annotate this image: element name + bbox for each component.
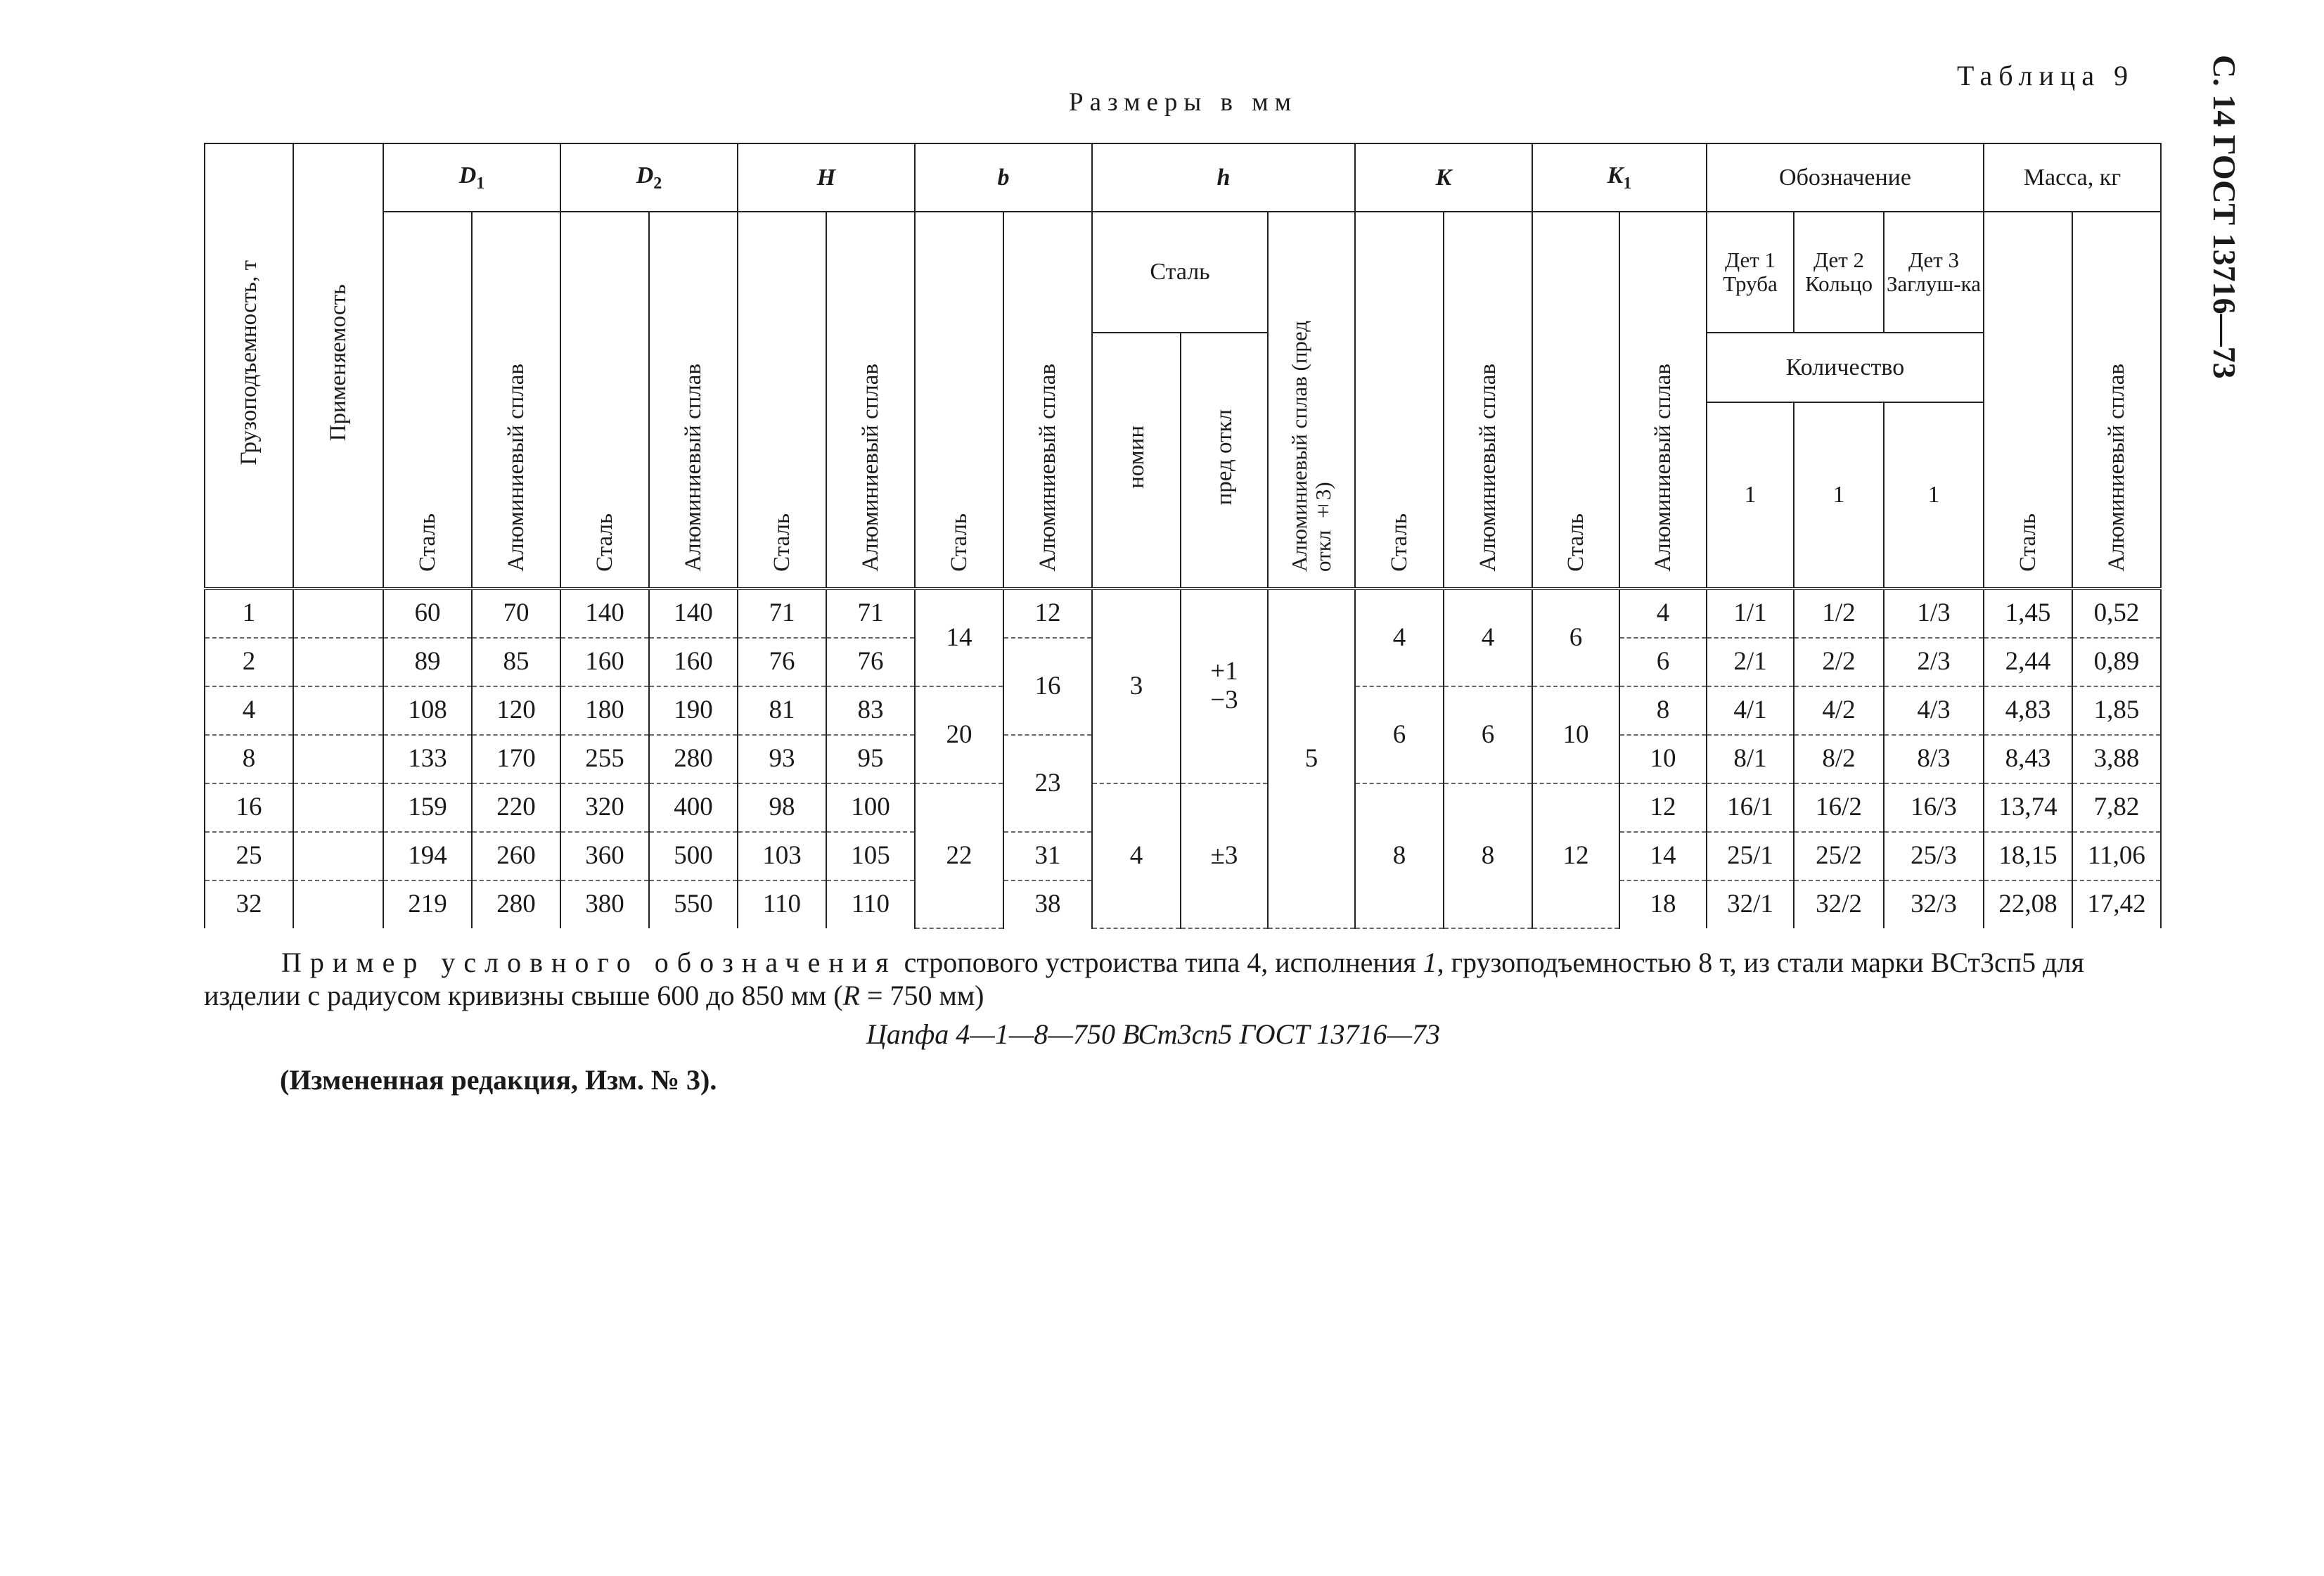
cell-k1-aluminum: 8 (1619, 686, 1707, 735)
cell-d2-aluminum: 280 (649, 735, 738, 783)
header-b: b (915, 143, 1092, 212)
cell-H-aluminum: 83 (826, 686, 915, 735)
header-H-steel: Сталь (738, 212, 826, 589)
cell-K-steel: 6 (1355, 686, 1444, 783)
cell-part1: 8/1 (1707, 735, 1794, 783)
cell-d1-steel: 159 (383, 783, 472, 832)
cell-part2: 8/2 (1794, 735, 1884, 783)
cell-h-nominal: 4 (1092, 783, 1181, 928)
cell-d1-steel: 133 (383, 735, 472, 783)
header-designation: Обозначение (1707, 143, 1984, 212)
cell-H-aluminum: 110 (826, 880, 915, 928)
cell-d2-steel: 380 (560, 880, 649, 928)
header-d1-steel: Сталь (383, 212, 472, 589)
cell-d2-aluminum: 190 (649, 686, 738, 735)
cell-d2-aluminum: 550 (649, 880, 738, 928)
designation-example (204, 946, 2166, 1012)
page-header: С. 14 ГОСТ 13716—73 (2207, 55, 2242, 379)
example-execution: 1 (1423, 947, 1437, 978)
table-label: Таблица 9 (1957, 60, 2135, 91)
cell-b-steel: 20 (915, 686, 1003, 783)
example-lead: Пример условного обозначения (281, 947, 897, 978)
cell-applicability (293, 686, 383, 735)
cell-d1-aluminum: 120 (472, 686, 560, 735)
cell-capacity: 4 (205, 686, 293, 735)
cell-k1-steel: 6 (1532, 589, 1619, 686)
cell-mass-steel: 1,45 (1984, 589, 2072, 638)
cell-H-steel: 103 (738, 832, 826, 880)
cell-part2: 16/2 (1794, 783, 1884, 832)
cell-d1-steel: 60 (383, 589, 472, 638)
header-quantity: Количество (1707, 333, 1984, 402)
cell-d1-aluminum: 220 (472, 783, 560, 832)
cell-mass-steel: 18,15 (1984, 832, 2072, 880)
header-d2-aluminum: Алюминиевый сплав (649, 212, 738, 589)
cell-mass-steel: 22,08 (1984, 880, 2072, 928)
cell-mass-steel: 2,44 (1984, 638, 2072, 686)
cell-k1-aluminum: 6 (1619, 638, 1707, 686)
cell-part3: 32/3 (1884, 880, 1984, 928)
cell-d2-steel: 180 (560, 686, 649, 735)
cell-applicability (293, 735, 383, 783)
cell-h-aluminum: 5 (1268, 589, 1355, 928)
cell-d2-steel: 160 (560, 638, 649, 686)
cell-K-steel: 4 (1355, 589, 1444, 686)
header-capacity: Грузоподъемность, т (205, 143, 293, 589)
header-b-steel: Сталь (915, 212, 1003, 589)
header-mass-aluminum: Алюминиевый сплав (2072, 212, 2161, 589)
header-H: H (738, 143, 915, 212)
cell-capacity: 16 (205, 783, 293, 832)
cell-k1-aluminum: 14 (1619, 832, 1707, 880)
units-caption: Размеры в мм (1069, 88, 1298, 117)
cell-k1-aluminum: 18 (1619, 880, 1707, 928)
cell-applicability (293, 783, 383, 832)
cell-mass-steel: 8,43 (1984, 735, 2072, 783)
header-part2: Дет 2 Кольцо (1794, 212, 1884, 333)
header-mass-steel: Сталь (1984, 212, 2072, 589)
cell-H-aluminum: 100 (826, 783, 915, 832)
cell-part2: 2/2 (1794, 638, 1884, 686)
header-b-aluminum: Алюминиевый сплав (1003, 212, 1092, 589)
cell-d1-aluminum: 260 (472, 832, 560, 880)
cell-part2: 25/2 (1794, 832, 1884, 880)
header-h: h (1092, 143, 1355, 212)
example-text-c: = 750 мм) (859, 980, 984, 1011)
cell-part1: 16/1 (1707, 783, 1794, 832)
table-row (205, 589, 2161, 638)
header-H-aluminum: Алюминиевый сплав (826, 212, 915, 589)
cell-d2-aluminum: 140 (649, 589, 738, 638)
cell-H-steel: 81 (738, 686, 826, 735)
cell-part2: 1/2 (1794, 589, 1884, 638)
cell-h-tolerance: ±3 (1181, 783, 1268, 928)
cell-K-aluminum: 8 (1444, 783, 1532, 928)
header-h-tolerance: пред откл (1181, 333, 1268, 589)
cell-b-aluminum: 12 (1003, 589, 1092, 638)
cell-part3: 2/3 (1884, 638, 1984, 686)
cell-k1-aluminum: 12 (1619, 783, 1707, 832)
cell-b-aluminum: 16 (1003, 638, 1092, 735)
header-d1: $D_1$ (383, 143, 560, 212)
cell-mass-aluminum: 1,85 (2072, 686, 2161, 735)
cell-part2: 4/2 (1794, 686, 1884, 735)
cell-b-aluminum: 31 (1003, 832, 1092, 880)
cell-H-steel: 110 (738, 880, 826, 928)
cell-d1-aluminum: 70 (472, 589, 560, 638)
cell-h-nominal: 3 (1092, 589, 1181, 783)
cell-K-aluminum: 4 (1444, 589, 1532, 686)
cell-b-aluminum: 23 (1003, 735, 1092, 832)
cell-H-aluminum: 95 (826, 735, 915, 783)
cell-b-steel: 14 (915, 589, 1003, 686)
cell-d2-aluminum: 160 (649, 638, 738, 686)
cell-applicability (293, 832, 383, 880)
cell-d1-aluminum: 170 (472, 735, 560, 783)
cell-part3: 25/3 (1884, 832, 1984, 880)
cell-d2-steel: 255 (560, 735, 649, 783)
example-text-a: стропового устроиства типа 4, исполнения (897, 947, 1423, 978)
example-text-b: , грузоподъемностью 8 т, из стали марки ВСт3сп5 для изделии с радиусом кривизны свыше 600 до 850 мм ( (204, 947, 2084, 1011)
cell-h-tolerance: +1 −3 (1181, 589, 1268, 783)
cell-d2-steel: 140 (560, 589, 649, 638)
cell-k1-steel: 10 (1532, 686, 1619, 783)
cell-H-aluminum: 105 (826, 832, 915, 880)
cell-part3: 4/3 (1884, 686, 1984, 735)
cell-b-steel: 22 (915, 783, 1003, 928)
cell-k1-steel: 12 (1532, 783, 1619, 928)
cell-part1: 4/1 (1707, 686, 1794, 735)
cell-K-aluminum: 6 (1444, 686, 1532, 783)
cell-mass-steel: 13,74 (1984, 783, 2072, 832)
amendment-note: (Измененная редакция, Изм. № 3). (280, 1064, 717, 1096)
cell-capacity: 25 (205, 832, 293, 880)
header-qty2: 1 (1794, 402, 1884, 589)
header-K-steel: Сталь (1355, 212, 1444, 589)
cell-applicability (293, 880, 383, 928)
cell-capacity: 32 (205, 880, 293, 928)
cell-H-steel: 71 (738, 589, 826, 638)
cell-part3: 16/3 (1884, 783, 1984, 832)
cell-mass-aluminum: 0,52 (2072, 589, 2161, 638)
cell-applicability (293, 589, 383, 638)
cell-mass-aluminum: 7,82 (2072, 783, 2161, 832)
cell-mass-aluminum: 17,42 (2072, 880, 2161, 928)
cell-d1-steel: 194 (383, 832, 472, 880)
header-h-steel: Сталь (1092, 212, 1268, 333)
header-qty3: 1 (1884, 402, 1984, 589)
cell-d2-steel: 320 (560, 783, 649, 832)
header-applicability: Применяемость (293, 143, 383, 589)
cell-capacity: 8 (205, 735, 293, 783)
header-k1: $K_1$ (1532, 143, 1707, 212)
cell-part3: 8/3 (1884, 735, 1984, 783)
cell-mass-steel: 4,83 (1984, 686, 2072, 735)
cell-capacity: 1 (205, 589, 293, 638)
cell-part1: 1/1 (1707, 589, 1794, 638)
cell-d1-aluminum: 85 (472, 638, 560, 686)
cell-part1: 32/1 (1707, 880, 1794, 928)
example-radius-symbol: R (842, 980, 860, 1011)
header-k1-steel: Сталь (1532, 212, 1619, 589)
cell-d1-steel: 219 (383, 880, 472, 928)
cell-H-steel: 93 (738, 735, 826, 783)
header-d2: $D_2$ (560, 143, 738, 212)
header-K: K (1355, 143, 1532, 212)
header-d2-steel: Сталь (560, 212, 649, 589)
header-part1: Дет 1 Труба (1707, 212, 1794, 333)
table-row (205, 783, 2161, 832)
cell-capacity: 2 (205, 638, 293, 686)
cell-part1: 2/1 (1707, 638, 1794, 686)
header-K-aluminum: Алюминиевый сплав (1444, 212, 1532, 589)
cell-H-steel: 76 (738, 638, 826, 686)
cell-b-aluminum: 38 (1003, 880, 1092, 928)
cell-part2: 32/2 (1794, 880, 1884, 928)
header-h-aluminum: Алюминиевый сплав (пред откл ±3) (1268, 212, 1355, 589)
cell-mass-aluminum: 3,88 (2072, 735, 2161, 783)
cell-k1-aluminum: 4 (1619, 589, 1707, 638)
designation-formula: Цапфа 4—1—8—750 ВСт3сп5 ГОСТ 13716—73 (866, 1018, 1441, 1050)
cell-d2-steel: 360 (560, 832, 649, 880)
dimensions-table (204, 143, 2162, 929)
cell-part1: 25/1 (1707, 832, 1794, 880)
cell-d1-steel: 108 (383, 686, 472, 735)
cell-applicability (293, 638, 383, 686)
cell-d1-steel: 89 (383, 638, 472, 686)
cell-mass-aluminum: 0,89 (2072, 638, 2161, 686)
cell-H-steel: 98 (738, 783, 826, 832)
cell-mass-aluminum: 11,06 (2072, 832, 2161, 880)
cell-d2-aluminum: 500 (649, 832, 738, 880)
cell-k1-aluminum: 10 (1619, 735, 1707, 783)
header-h-nominal: номин (1092, 333, 1181, 589)
header-qty1: 1 (1707, 402, 1794, 589)
header-d1-aluminum: Алюминиевый сплав (472, 212, 560, 589)
cell-H-aluminum: 76 (826, 638, 915, 686)
cell-H-aluminum: 71 (826, 589, 915, 638)
header-part3: Дет 3 Заглуш-ка (1884, 212, 1984, 333)
header-k1-aluminum: Алюминиевый сплав (1619, 212, 1707, 589)
cell-d2-aluminum: 400 (649, 783, 738, 832)
header-mass: Масса, кг (1984, 143, 2161, 212)
cell-part3: 1/3 (1884, 589, 1984, 638)
cell-K-steel: 8 (1355, 783, 1444, 928)
cell-d1-aluminum: 280 (472, 880, 560, 928)
